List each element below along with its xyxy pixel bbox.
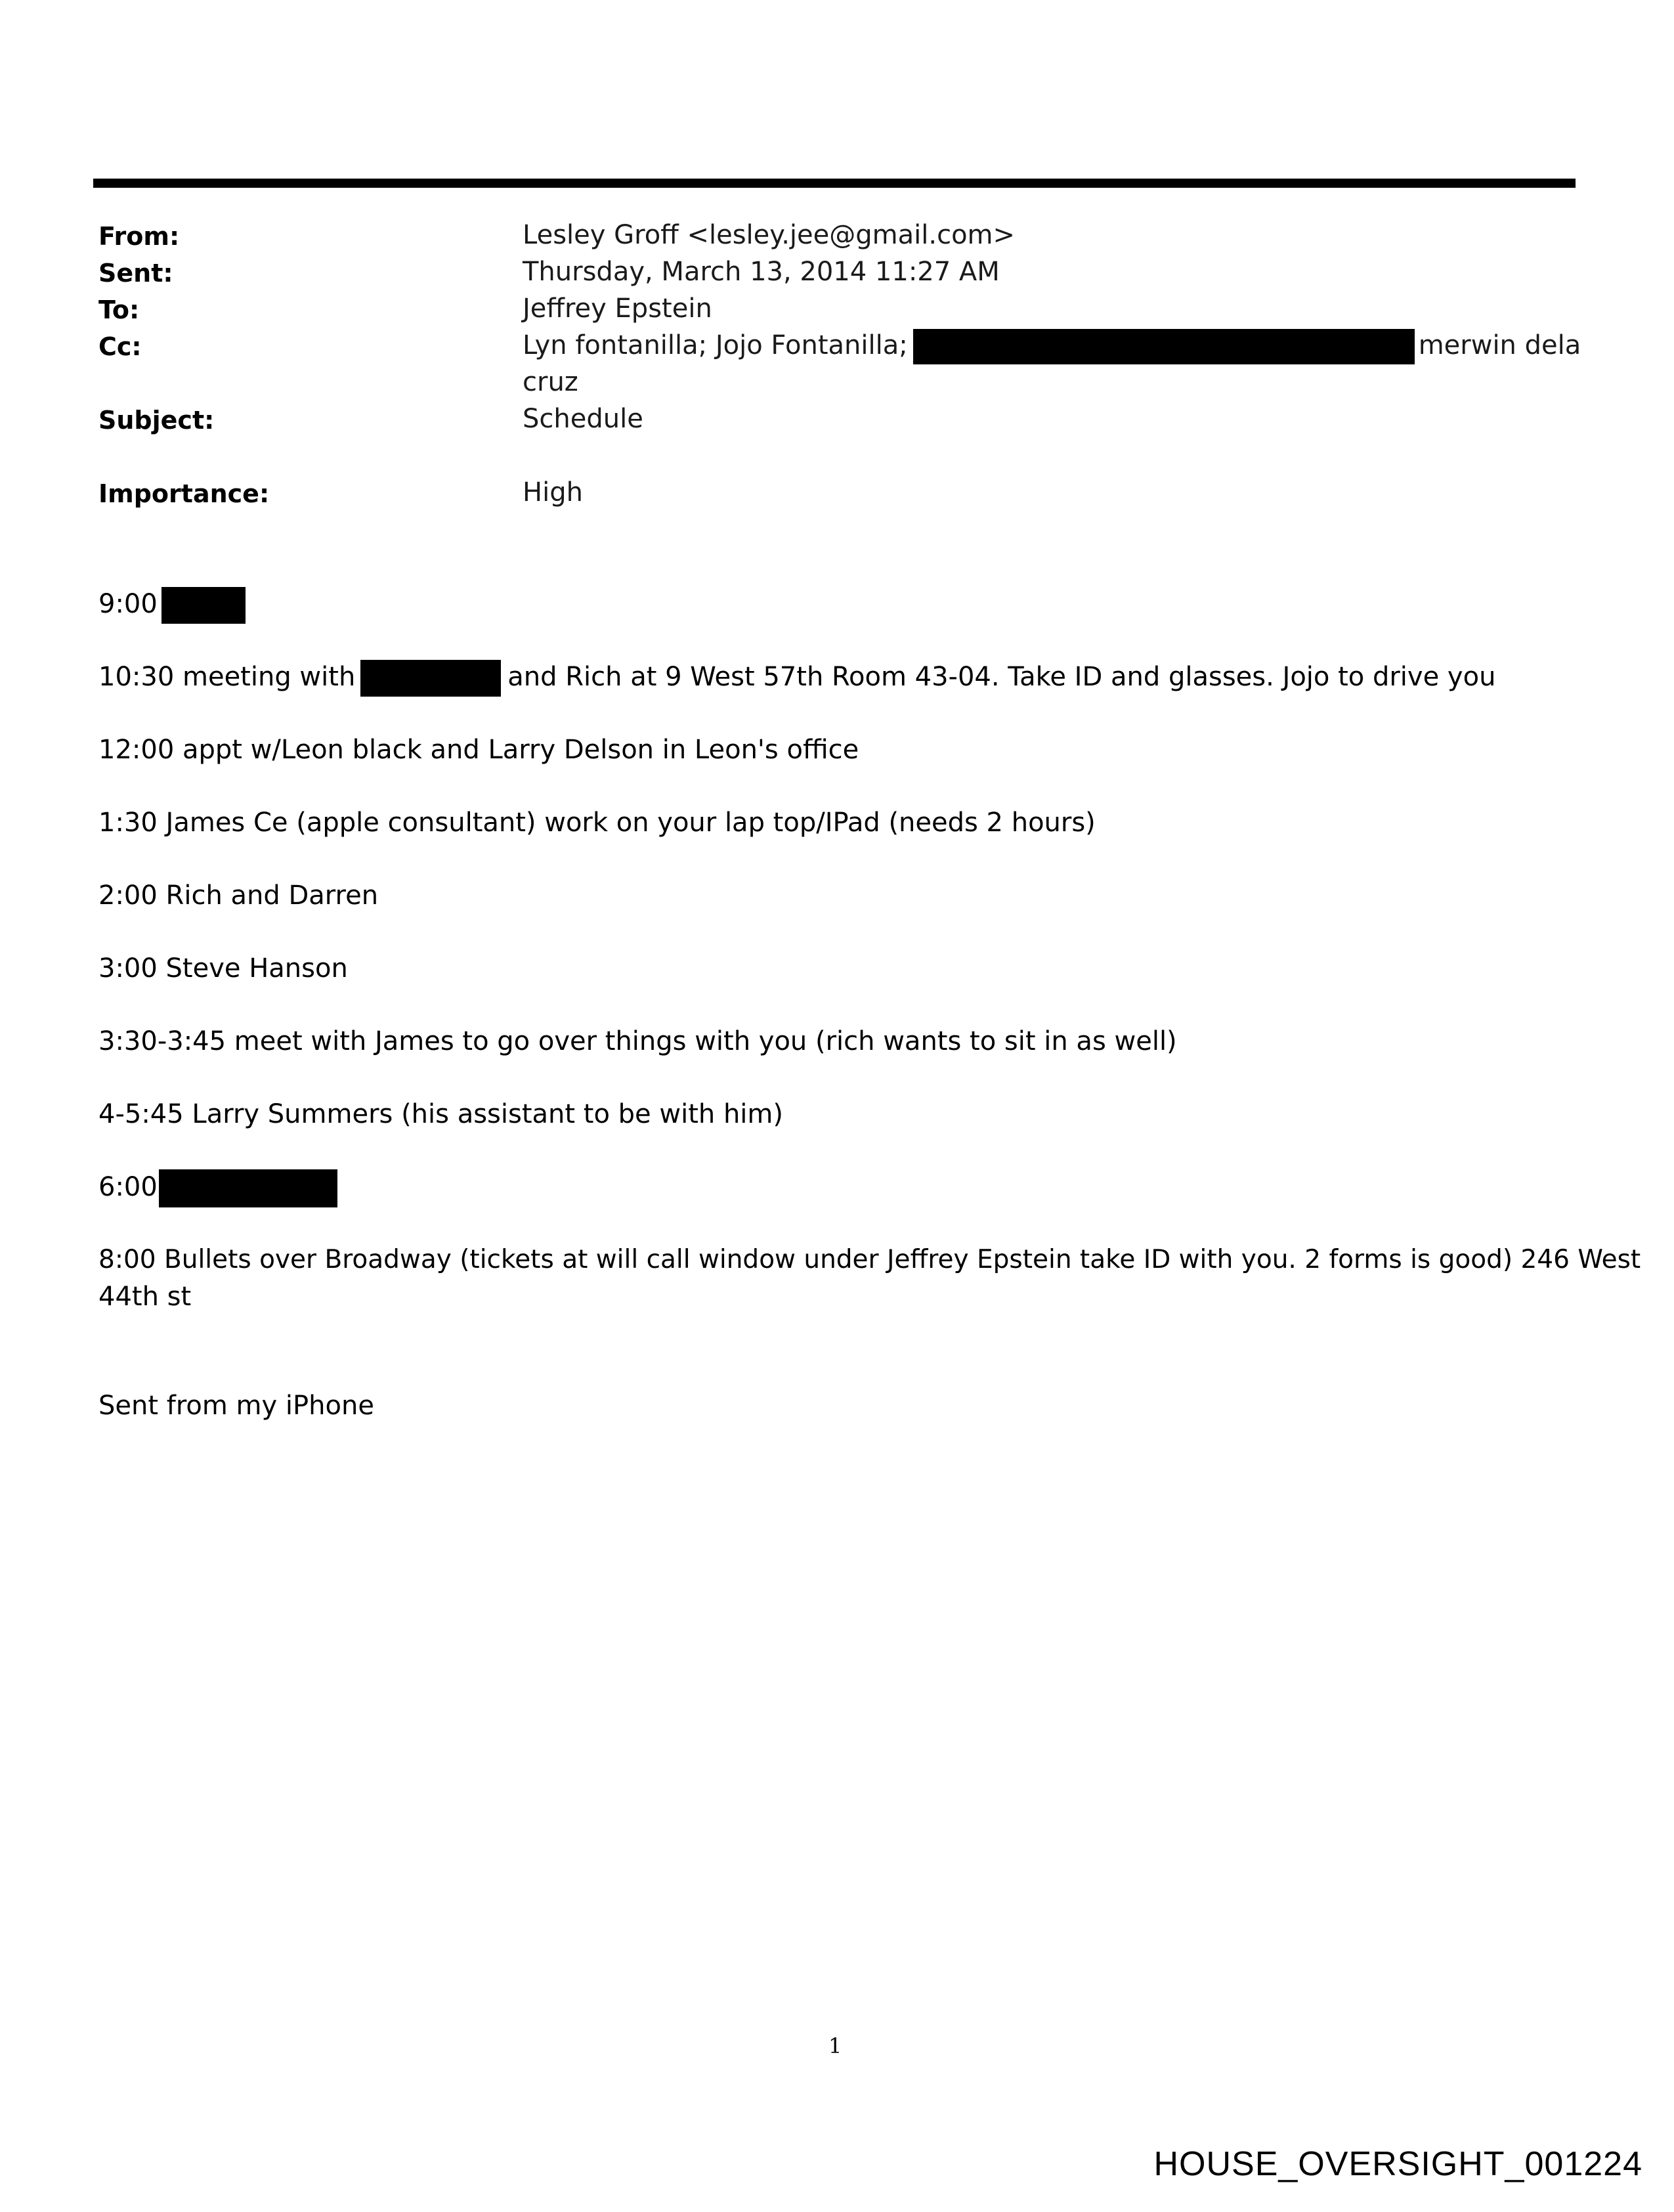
schedule-time: 6:00 [98, 1172, 158, 1202]
schedule-line-800: 8:00 Bullets over Broadway (tickets at will call window under Jeffrey Epstein take ID with you. 2 forms is good) 246 West [98, 1245, 1641, 1274]
redaction-block [159, 1169, 337, 1207]
sent-value: Thursday, March 13, 2014 11:27 AM [523, 257, 1000, 287]
redaction-block [360, 660, 501, 697]
redaction-block [161, 587, 246, 624]
page-number: 1 [828, 2033, 842, 2058]
schedule-line-4: 4-5:45 Larry Summers (his assistant to be with him) [98, 1099, 783, 1129]
cc-value-end: merwin dela [1418, 330, 1581, 360]
schedule-time: 9:00 [98, 589, 158, 619]
from-value: Lesley Groff <lesley.jee@gmail.com> [523, 220, 1016, 250]
schedule-line-900 [98, 586, 246, 624]
redaction-block [913, 329, 1415, 364]
subject-value: Schedule [523, 404, 643, 434]
schedule-line-330: 3:30-3:45 meet with James to go over things with you (rich wants to sit in as well) [98, 1026, 1177, 1056]
schedule-text: 10:30 meeting with [98, 662, 356, 692]
schedule-line-200: 2:00 Rich and Darren [98, 880, 379, 911]
schedule-line-1200: 12:00 appt w/Leon black and Larry Delson in Leon's office [98, 735, 859, 765]
schedule-text: and Rich at 9 West 57th Room 43-04. Take ID and glasses. Jojo to drive you [507, 662, 1496, 692]
importance-label: Importance: [98, 479, 270, 508]
schedule-line-800-wrap: 44th st [98, 1282, 192, 1312]
schedule-line-1030 [98, 659, 1495, 697]
subject-label: Subject: [98, 406, 215, 435]
to-label: To: [98, 295, 140, 324]
sent-label: Sent: [98, 259, 173, 288]
schedule-line-130: 1:30 James Ce (apple consultant) work on your lap top/IPad (needs 2 hours) [98, 808, 1096, 838]
schedule-line-300: 3:00 Steve Hanson [98, 953, 348, 984]
from-label: From: [98, 222, 180, 251]
bates-number: HOUSE_OVERSIGHT_001224 [1153, 2145, 1642, 2183]
cc-value-start: Lyn fontanilla; Jojo Fontanilla; [523, 330, 908, 360]
schedule-line-600 [98, 1169, 337, 1207]
signature: Sent from my iPhone [98, 1391, 374, 1421]
to-value: Jeffrey Epstein [523, 293, 712, 324]
importance-value: High [523, 477, 583, 508]
cc-value-wrap: cruz [523, 367, 578, 397]
cc-label: Cc: [98, 332, 142, 361]
header-rule [93, 179, 1576, 188]
cc-value [523, 327, 1581, 364]
